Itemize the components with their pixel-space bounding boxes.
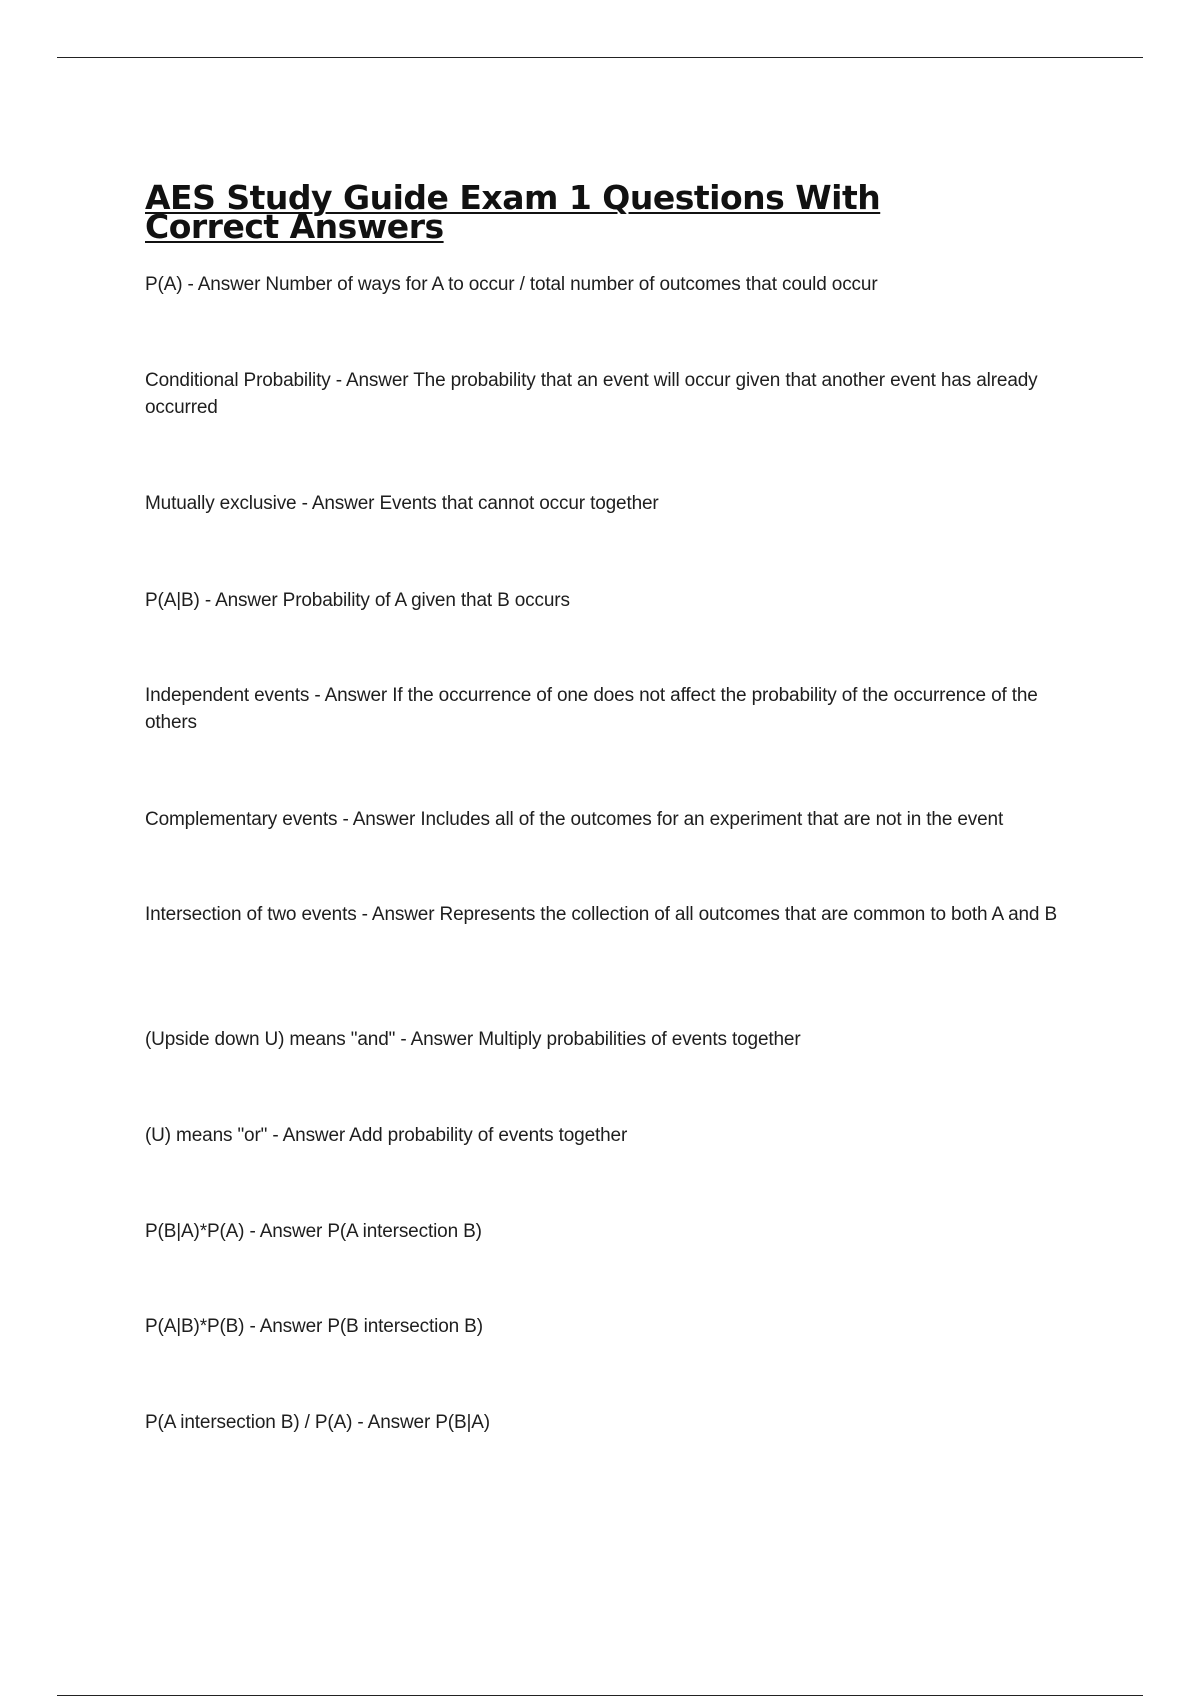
qa-item: P(A intersection B) / P(A) - Answer P(B|A) <box>145 1412 490 1433</box>
footer-rule <box>57 1695 1143 1696</box>
qa-item: Intersection of two events - Answer Represents the collection of all outcomes that are common to both A and B <box>145 904 1057 925</box>
qa-item: P(A|B)*P(B) - Answer P(B intersection B) <box>145 1316 483 1337</box>
qa-item: P(A) - Answer Number of ways for A to occur / total number of outcomes that could occur <box>145 274 878 295</box>
document-title: AES Study Guide Exam 1 Questions With Correct Answers <box>145 178 881 246</box>
qa-item: Complementary events - Answer Includes all of the outcomes for an experiment that are not in the event <box>145 809 1004 830</box>
header-rule <box>57 57 1143 58</box>
qa-item: Independent events - Answer If the occurrence of one does not affect the probability of the occurrence of the others <box>145 685 1038 733</box>
qa-item: Mutually exclusive - Answer Events that cannot occur together <box>145 493 659 514</box>
qa-item: P(B|A)*P(A) - Answer P(A intersection B) <box>145 1221 482 1242</box>
qa-item: (Upside down U) means "and" - Answer Multiply probabilities of events together <box>145 1029 801 1050</box>
qa-item: (U) means "or" - Answer Add probability of events together <box>145 1125 628 1146</box>
qa-item: P(A|B) - Answer Probability of A given that B occurs <box>145 590 570 611</box>
qa-item: Conditional Probability - Answer The probability that an event will occur given that another event has already occurred <box>145 370 1038 418</box>
document-body <box>145 178 1090 1433</box>
